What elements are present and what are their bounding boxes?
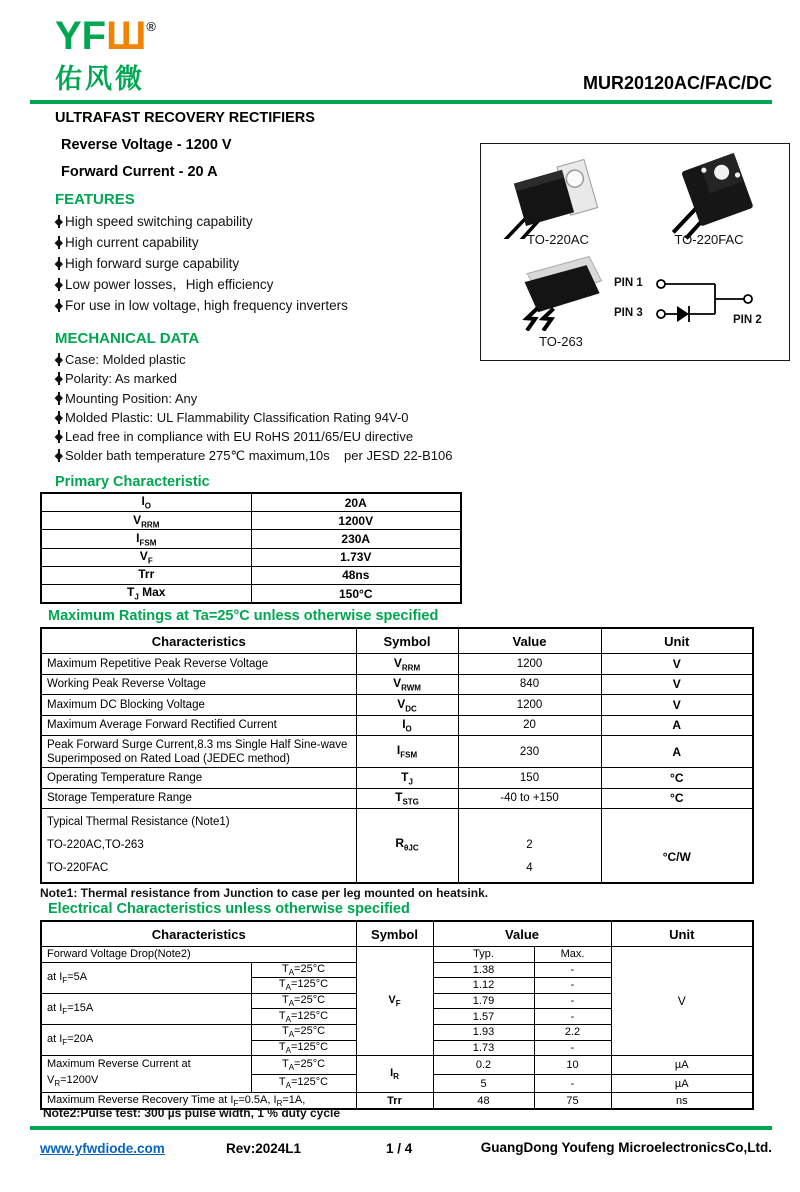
column-header: Value (433, 921, 611, 947)
diamond-bullet-icon (55, 372, 63, 385)
diamond-bullet-icon (55, 353, 63, 366)
value-cell: 48ns (251, 566, 461, 584)
symbol-cell: $I_{FSM}$ (41, 530, 251, 548)
column-header: Characteristics (41, 628, 356, 654)
maximum-ratings-table (40, 627, 754, 884)
revision-text: Rev:2024L1 (226, 1141, 302, 1156)
diamond-bullet-icon (55, 430, 63, 443)
unit-cell: A (601, 736, 753, 768)
mechanical-heading: MECHANICAL DATA (55, 330, 200, 347)
table-row (41, 1056, 753, 1075)
diamond-bullet-icon (55, 449, 63, 462)
table-row (41, 809, 753, 884)
table-row (41, 674, 753, 695)
features-heading: FEATURES (55, 191, 135, 208)
max-subheader: Max. (534, 947, 611, 963)
char-cell: Maximum Reverse Current at $V_R=1200V$ (41, 1056, 251, 1093)
diamond-bullet-icon (55, 257, 63, 270)
list-item: High speed switching capability (55, 211, 348, 232)
package-label-to263: TO-263 (539, 334, 583, 349)
symbol-cell: $I_R$ (356, 1056, 433, 1093)
package-illustration-box (480, 143, 790, 361)
symbol-cell: $V_F$ (356, 947, 433, 1056)
package-label-to220fac: TO-220FAC (674, 232, 744, 247)
char-cell: Maximum Reverse Recovery Time at $I_F=0.5A$, $I_R=1A$, (41, 1093, 356, 1109)
condition-cell: $T_A=25^\circ C$ (251, 993, 356, 1009)
list-item: Polarity: As marked (55, 369, 452, 388)
symbol-cell: $V_{DC}$ (356, 695, 458, 716)
unit-cell: °C (601, 768, 753, 789)
char-cell: Maximum Repetitive Peak Reverse Voltage (41, 654, 356, 675)
condition-cell: $T_A=25^\circ C$ (251, 1024, 356, 1040)
unit-cell: °C (601, 788, 753, 809)
condition-cell: $T_A=125^\circ C$ (251, 1040, 356, 1056)
value-cell: 1.73V (251, 548, 461, 566)
max-cell: - (534, 993, 611, 1009)
typ-cell: 5 (433, 1074, 534, 1093)
diamond-bullet-icon (55, 278, 63, 291)
table-row (41, 768, 753, 789)
max-cell: - (534, 1009, 611, 1025)
column-header: Symbol (356, 628, 458, 654)
table-row (41, 715, 753, 736)
unit-cell: ns (611, 1093, 753, 1109)
max-cell: - (534, 962, 611, 978)
max-cell: - (534, 1040, 611, 1056)
column-header: Symbol (356, 921, 433, 947)
max-cell: 2.2 (534, 1024, 611, 1040)
value-cell: 150 (458, 768, 601, 789)
list-item: Lead free in compliance with EU RoHS 2011/65/EU directive (55, 427, 452, 446)
unit-cell: V (601, 674, 753, 695)
logo-chinese-text: 佑风微 (55, 64, 145, 94)
registered-icon: ® (146, 19, 156, 34)
typ-cell: 1.79 (433, 993, 534, 1009)
max-cell: 10 (534, 1056, 611, 1075)
note1-text: Note1: Thermal resistance from Junction to case per leg mounted on heatsink. (40, 886, 489, 900)
char-cell: at $I_F=15A$ (41, 993, 251, 1024)
page-number: 1 / 4 (386, 1141, 413, 1156)
value-cell: 150°C (251, 584, 461, 603)
list-item: Mounting Position: Any (55, 389, 452, 408)
typ-cell: 48 (433, 1093, 534, 1109)
primary-characteristic-table (40, 492, 462, 604)
char-cell: at $I_F=20A$ (41, 1024, 251, 1055)
logo-wordmark (55, 16, 156, 56)
brand-logo (55, 16, 156, 96)
typ-subheader: Typ. (433, 947, 534, 963)
package-label-to220ac: TO-220AC (527, 232, 589, 247)
symbol-cell: $R_{\theta JC}$ (356, 809, 458, 884)
reverse-voltage-line: Reverse Voltage - 1200 V (61, 137, 232, 153)
unit-cell: °C/W (601, 809, 753, 884)
value-cell: 840 (458, 674, 601, 695)
condition-cell: $T_A=125^\circ C$ (251, 978, 356, 994)
footer-divider (30, 1126, 772, 1130)
pin1-label: PIN 1 (614, 277, 643, 289)
symbol-cell: $T_J$ (356, 768, 458, 789)
list-item: Low power losses，High efficiency (55, 274, 348, 295)
condition-cell: $T_A=125^\circ C$ (251, 1009, 356, 1025)
max-ratings-heading: Maximum Ratings at Ta=25°C unless otherwise specified (48, 608, 439, 624)
pin2-label: PIN 2 (733, 314, 762, 326)
max-cell: - (534, 978, 611, 994)
column-header: Unit (611, 921, 753, 947)
value-cell: 20 (458, 715, 601, 736)
table-header-row (41, 921, 753, 947)
typ-cell: 1.38 (433, 962, 534, 978)
diamond-bullet-icon (55, 299, 63, 312)
table-row (41, 947, 753, 963)
max-cell: 75 (534, 1093, 611, 1109)
column-header: Unit (601, 628, 753, 654)
symbol-cell: $I_O$ (356, 715, 458, 736)
logo-w-mark: Ш (106, 14, 147, 58)
typ-cell: 1.57 (433, 1009, 534, 1025)
list-item: Case: Molded plastic (55, 350, 452, 369)
to220ac-package-image (493, 154, 623, 239)
unit-cell: V (601, 654, 753, 675)
table-row (41, 548, 461, 566)
diamond-bullet-icon (55, 392, 63, 405)
char-cell: at $I_F=5A$ (41, 962, 251, 993)
column-header: Value (458, 628, 601, 654)
max-cell: - (534, 1074, 611, 1093)
primary-characteristic-heading: Primary Characteristic (55, 474, 210, 490)
header-divider (30, 100, 772, 104)
unit-cell: V (601, 695, 753, 716)
char-cell: Maximum Average Forward Rectified Current (41, 715, 356, 736)
char-cell: Storage Temperature Range (41, 788, 356, 809)
condition-cell: $T_A=25^\circ C$ (251, 962, 356, 978)
char-cell: Peak Forward Surge Current,8.3 ms Single Half Sine-wave Superimposed on Rated Load (JEDEC method) (41, 736, 356, 768)
electrical-heading: Electrical Characteristics unless otherwise specified (48, 901, 410, 917)
symbol-cell: $T_J$ Max (41, 584, 251, 603)
symbol-cell: $V_{RRM}$ (356, 654, 458, 675)
unit-cell: A (601, 715, 753, 736)
table-row (41, 695, 753, 716)
to220fac-package-image (649, 152, 769, 240)
list-item: For use in low voltage, high frequency inverters (55, 295, 348, 316)
table-row (41, 736, 753, 768)
to263-package-image (501, 256, 621, 331)
table-row (41, 493, 461, 512)
char-cell: Forward Voltage Drop(Note2) (41, 947, 356, 963)
page-title: MUR20120AC/FAC/DC (582, 73, 772, 93)
pin3-label: PIN 3 (614, 307, 643, 319)
typ-cell: 1.73 (433, 1040, 534, 1056)
diode-schematic (653, 272, 783, 328)
typ-cell: 1.12 (433, 978, 534, 994)
value-cell: 230 (458, 736, 601, 768)
unit-cell: V (611, 947, 753, 1056)
symbol-cell: $I_O$ (41, 493, 251, 512)
list-item: Solder bath temperature 275℃ maximum,10s per JESD 22-B106 (55, 446, 452, 465)
electrical-characteristics-table (40, 920, 754, 1110)
value-cell: 230A (251, 530, 461, 548)
symbol-cell: $V_F$ (41, 548, 251, 566)
symbol-cell: $T_{STG}$ (356, 788, 458, 809)
unit-cell: µA (611, 1056, 753, 1075)
list-item: High current capability (55, 232, 348, 253)
condition-cell: $T_A=25^\circ C$ (251, 1056, 356, 1075)
company-name: GuangDong Youfeng MicroelectronicsCo,Ltd. (480, 1140, 772, 1155)
website-link[interactable]: www.yfwdiode.com (40, 1141, 165, 1156)
table-row (41, 530, 461, 548)
value-cell: 1200V (251, 512, 461, 530)
features-list (55, 211, 348, 316)
value-cell: 1200 (458, 654, 601, 675)
table-header-row (41, 628, 753, 654)
column-header: Characteristics (41, 921, 356, 947)
logo-yf-text: YF (55, 14, 107, 58)
diamond-bullet-icon (55, 236, 63, 249)
list-item: Molded Plastic: UL Flammability Classification Rating 94V-0 (55, 408, 452, 427)
symbol-cell: Trr (41, 566, 251, 584)
list-item: High forward surge capability (55, 253, 348, 274)
char-cell: Maximum DC Blocking Voltage (41, 695, 356, 716)
diamond-bullet-icon (55, 215, 63, 228)
value-cell: 1200 (458, 695, 601, 716)
symbol-cell: Trr (356, 1093, 433, 1109)
value-cell: -40 to +150 (458, 788, 601, 809)
value-cell: 2 4 (458, 809, 601, 884)
symbol-cell: $V_{RWM}$ (356, 674, 458, 695)
condition-cell: $T_A=125^\circ C$ (251, 1074, 356, 1093)
char-cell: Working Peak Reverse Voltage (41, 674, 356, 695)
symbol-cell: $I_{FSM}$ (356, 736, 458, 768)
mechanical-list (55, 350, 452, 466)
doc-title: ULTRAFAST RECOVERY RECTIFIERS (55, 110, 315, 126)
char-cell: Operating Temperature Range (41, 768, 356, 789)
table-row (41, 512, 461, 530)
note2-text: Note2:Pulse test: 300 µs pulse width, 1 % duty cycle (43, 1106, 341, 1120)
symbol-cell: $V_{RRM}$ (41, 512, 251, 530)
unit-cell: µA (611, 1074, 753, 1093)
value-cell: 20A (251, 493, 461, 512)
typ-cell: 1.93 (433, 1024, 534, 1040)
char-cell: Typical Thermal Resistance (Note1) TO-220AC,TO-263 TO-220FAC (41, 809, 356, 884)
diamond-bullet-icon (55, 411, 63, 424)
table-row (41, 566, 461, 584)
table-row (41, 654, 753, 675)
typ-cell: 0.2 (433, 1056, 534, 1075)
forward-current-line: Forward Current - 20 A (61, 164, 218, 180)
table-row (41, 788, 753, 809)
table-row (41, 584, 461, 603)
